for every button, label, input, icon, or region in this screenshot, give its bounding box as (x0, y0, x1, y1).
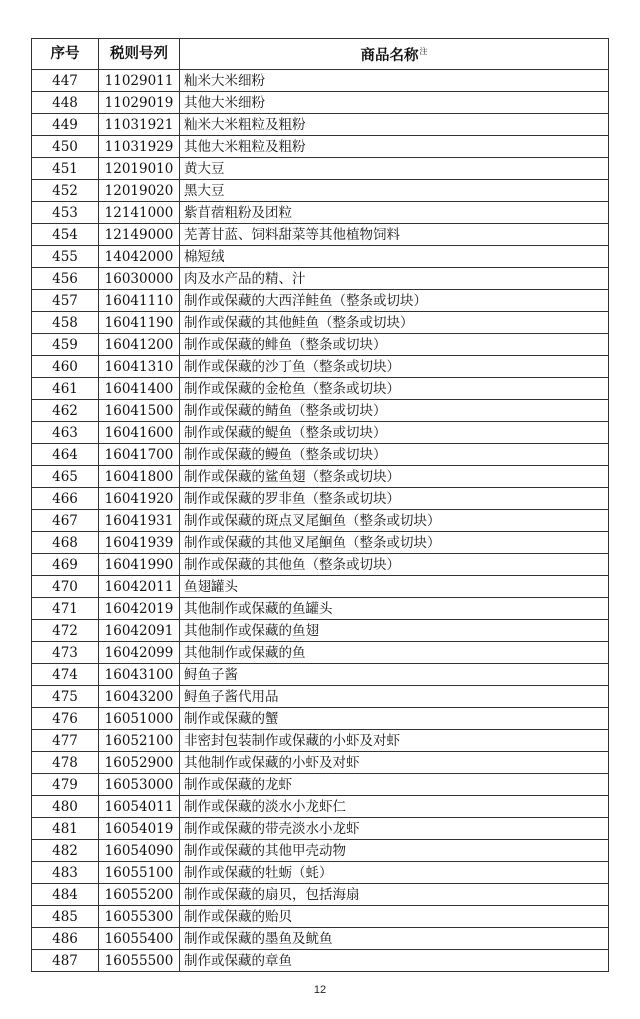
table-row (32, 180, 609, 202)
table-row (32, 268, 609, 290)
row-tariff-code-cell: 16042099 (99, 642, 180, 664)
table-row (32, 466, 609, 488)
row-product-name-cell: 黑大豆 (180, 180, 609, 202)
row-tariff-code-cell: 16053000 (99, 774, 180, 796)
row-seq-cell: 475 (32, 686, 99, 708)
row-tariff-code-cell: 16055400 (99, 928, 180, 950)
row-tariff-code-cell: 16041190 (99, 312, 180, 334)
row-seq-cell: 478 (32, 752, 99, 774)
table-row (32, 290, 609, 312)
row-product-name-cell: 制作或保藏的墨鱼及鱿鱼 (180, 928, 609, 950)
row-seq-cell: 468 (32, 532, 99, 554)
table-row (32, 576, 609, 598)
header-tariff-code: 税则号列 (99, 39, 180, 70)
row-tariff-code-cell: 16041939 (99, 532, 180, 554)
row-product-name-cell: 制作或保藏的带壳淡水小龙虾 (180, 818, 609, 840)
table-row (32, 334, 609, 356)
row-product-name-cell: 肉及水产品的精、汁 (180, 268, 609, 290)
table-row (32, 554, 609, 576)
row-tariff-code-cell: 16041400 (99, 378, 180, 400)
header-seq: 序号 (32, 39, 99, 70)
table-row (32, 862, 609, 884)
row-product-name-cell: 其他制作或保藏的鱼翅 (180, 620, 609, 642)
row-tariff-code-cell: 16041931 (99, 510, 180, 532)
table-row (32, 356, 609, 378)
row-product-name-cell: 制作或保藏的鲨鱼翅（整条或切块） (180, 466, 609, 488)
table-row (32, 488, 609, 510)
row-product-name-cell: 其他大米粗粒及粗粉 (180, 136, 609, 158)
row-product-name-cell: 制作或保藏的贻贝 (180, 906, 609, 928)
table-row (32, 444, 609, 466)
row-seq-cell: 458 (32, 312, 99, 334)
row-tariff-code-cell: 16052900 (99, 752, 180, 774)
row-tariff-code-cell: 16043100 (99, 664, 180, 686)
row-product-name-cell: 非密封包装制作或保藏的小虾及对虾 (180, 730, 609, 752)
table-row (32, 774, 609, 796)
row-seq-cell: 482 (32, 840, 99, 862)
row-seq-cell: 465 (32, 466, 99, 488)
table-row (32, 686, 609, 708)
table-row (32, 620, 609, 642)
row-product-name-cell: 其他制作或保藏的鱼 (180, 642, 609, 664)
row-tariff-code-cell: 16030000 (99, 268, 180, 290)
row-tariff-code-cell: 16041920 (99, 488, 180, 510)
row-seq-cell: 480 (32, 796, 99, 818)
row-tariff-code-cell: 16041310 (99, 356, 180, 378)
row-product-name-cell: 制作或保藏的其他鲑鱼（整条或切块） (180, 312, 609, 334)
row-seq-cell: 485 (32, 906, 99, 928)
row-tariff-code-cell: 16052100 (99, 730, 180, 752)
row-seq-cell: 463 (32, 422, 99, 444)
row-seq-cell: 476 (32, 708, 99, 730)
table-row (32, 136, 609, 158)
row-seq-cell: 447 (32, 70, 99, 92)
row-product-name-cell: 制作或保藏的鲭鱼（整条或切块） (180, 400, 609, 422)
row-product-name-cell: 制作或保藏的大西洋鲑鱼（整条或切块） (180, 290, 609, 312)
row-seq-cell: 466 (32, 488, 99, 510)
row-tariff-code-cell: 12019010 (99, 158, 180, 180)
row-tariff-code-cell: 12141000 (99, 202, 180, 224)
row-tariff-code-cell: 14042000 (99, 246, 180, 268)
row-seq-cell: 474 (32, 664, 99, 686)
row-tariff-code-cell: 16043200 (99, 686, 180, 708)
row-tariff-code-cell: 16055500 (99, 950, 180, 972)
row-seq-cell: 486 (32, 928, 99, 950)
row-product-name-cell: 制作或保藏的蟹 (180, 708, 609, 730)
row-product-name-cell: 紫苜蓿粗粉及团粒 (180, 202, 609, 224)
row-product-name-cell: 芜菁甘蓝、饲料甜菜等其他植物饲料 (180, 224, 609, 246)
row-product-name-cell: 制作或保藏的鳀鱼（整条或切块） (180, 422, 609, 444)
table-row (32, 70, 609, 92)
row-seq-cell: 483 (32, 862, 99, 884)
table-row (32, 818, 609, 840)
row-tariff-code-cell: 16055100 (99, 862, 180, 884)
row-tariff-code-cell: 16041700 (99, 444, 180, 466)
row-seq-cell: 469 (32, 554, 99, 576)
row-tariff-code-cell: 16051000 (99, 708, 180, 730)
table-row (32, 224, 609, 246)
row-tariff-code-cell: 16054019 (99, 818, 180, 840)
row-product-name-cell: 鲟鱼子酱代用品 (180, 686, 609, 708)
row-product-name-cell: 制作或保藏的龙虾 (180, 774, 609, 796)
row-seq-cell: 484 (32, 884, 99, 906)
row-product-name-cell: 鲟鱼子酱 (180, 664, 609, 686)
table-row (32, 510, 609, 532)
row-seq-cell: 467 (32, 510, 99, 532)
header-note-mark: 注 (419, 47, 428, 57)
tariff-table (31, 38, 609, 972)
table-row (32, 246, 609, 268)
row-product-name-cell: 籼米大米粗粒及粗粉 (180, 114, 609, 136)
row-seq-cell: 457 (32, 290, 99, 312)
row-product-name-cell: 制作或保藏的淡水小龙虾仁 (180, 796, 609, 818)
row-tariff-code-cell: 16041110 (99, 290, 180, 312)
table-row (32, 950, 609, 972)
row-product-name-cell: 制作或保藏的罗非鱼（整条或切块） (180, 488, 609, 510)
row-tariff-code-cell: 12019020 (99, 180, 180, 202)
table-row (32, 906, 609, 928)
row-tariff-code-cell: 16055200 (99, 884, 180, 906)
row-product-name-cell: 棉短绒 (180, 246, 609, 268)
table-row (32, 114, 609, 136)
row-product-name-cell: 黄大豆 (180, 158, 609, 180)
row-tariff-code-cell: 16041990 (99, 554, 180, 576)
table-row (32, 928, 609, 950)
row-product-name-cell: 制作或保藏的斑点叉尾鮰鱼（整条或切块） (180, 510, 609, 532)
row-product-name-cell: 其他制作或保藏的小虾及对虾 (180, 752, 609, 774)
row-product-name-cell: 其他大米细粉 (180, 92, 609, 114)
row-product-name-cell: 制作或保藏的其他甲壳动物 (180, 840, 609, 862)
table-row (32, 158, 609, 180)
row-seq-cell: 477 (32, 730, 99, 752)
row-seq-cell: 456 (32, 268, 99, 290)
row-seq-cell: 451 (32, 158, 99, 180)
row-seq-cell: 479 (32, 774, 99, 796)
row-tariff-code-cell: 12149000 (99, 224, 180, 246)
row-product-name-cell: 鱼翅罐头 (180, 576, 609, 598)
table-row (32, 378, 609, 400)
row-seq-cell: 452 (32, 180, 99, 202)
row-product-name-cell: 制作或保藏的牡蛎（蚝） (180, 862, 609, 884)
row-seq-cell: 454 (32, 224, 99, 246)
table-body (32, 70, 609, 972)
table-row (32, 312, 609, 334)
table-row (32, 422, 609, 444)
table-row (32, 708, 609, 730)
row-product-name-cell: 其他制作或保藏的鱼罐头 (180, 598, 609, 620)
row-product-name-cell: 制作或保藏的章鱼 (180, 950, 609, 972)
row-seq-cell: 481 (32, 818, 99, 840)
row-tariff-code-cell: 16055300 (99, 906, 180, 928)
row-seq-cell: 449 (32, 114, 99, 136)
row-seq-cell: 472 (32, 620, 99, 642)
table-row (32, 796, 609, 818)
row-tariff-code-cell: 11029019 (99, 92, 180, 114)
row-seq-cell: 487 (32, 950, 99, 972)
row-product-name-cell: 制作或保藏的其他叉尾鮰鱼（整条或切块） (180, 532, 609, 554)
table-row (32, 400, 609, 422)
row-product-name-cell: 制作或保藏的其他鱼（整条或切块） (180, 554, 609, 576)
row-tariff-code-cell: 16054090 (99, 840, 180, 862)
row-seq-cell: 462 (32, 400, 99, 422)
header-product-name (180, 39, 609, 70)
row-product-name-cell: 籼米大米细粉 (180, 70, 609, 92)
row-seq-cell: 473 (32, 642, 99, 664)
row-tariff-code-cell: 16054011 (99, 796, 180, 818)
row-seq-cell: 471 (32, 598, 99, 620)
table-row (32, 730, 609, 752)
table-row (32, 642, 609, 664)
row-tariff-code-cell: 16041500 (99, 400, 180, 422)
row-tariff-code-cell: 11029011 (99, 70, 180, 92)
row-product-name-cell: 制作或保藏的扇贝，包括海扇 (180, 884, 609, 906)
row-seq-cell: 459 (32, 334, 99, 356)
row-tariff-code-cell: 16042011 (99, 576, 180, 598)
table-row (32, 752, 609, 774)
table-row (32, 884, 609, 906)
page-number: 12 (313, 984, 327, 996)
row-tariff-code-cell: 11031921 (99, 114, 180, 136)
row-seq-cell: 461 (32, 378, 99, 400)
table-row (32, 92, 609, 114)
row-product-name-cell: 制作或保藏的金枪鱼（整条或切块） (180, 378, 609, 400)
row-product-name-cell: 制作或保藏的鳗鱼（整条或切块） (180, 444, 609, 466)
table-row (32, 840, 609, 862)
row-tariff-code-cell: 16041600 (99, 422, 180, 444)
table-row (32, 202, 609, 224)
row-seq-cell: 455 (32, 246, 99, 268)
row-product-name-cell: 制作或保藏的沙丁鱼（整条或切块） (180, 356, 609, 378)
row-seq-cell: 460 (32, 356, 99, 378)
table-header-row (32, 39, 609, 70)
row-tariff-code-cell: 16042091 (99, 620, 180, 642)
row-seq-cell: 448 (32, 92, 99, 114)
row-tariff-code-cell: 16041200 (99, 334, 180, 356)
table-row (32, 598, 609, 620)
row-seq-cell: 453 (32, 202, 99, 224)
row-seq-cell: 464 (32, 444, 99, 466)
header-product-name-label: 商品名称 (360, 46, 419, 64)
row-seq-cell: 450 (32, 136, 99, 158)
row-seq-cell: 470 (32, 576, 99, 598)
table-row (32, 664, 609, 686)
row-product-name-cell: 制作或保藏的鲱鱼（整条或切块） (180, 334, 609, 356)
row-tariff-code-cell: 16042019 (99, 598, 180, 620)
row-tariff-code-cell: 11031929 (99, 136, 180, 158)
row-tariff-code-cell: 16041800 (99, 466, 180, 488)
table-row (32, 532, 609, 554)
